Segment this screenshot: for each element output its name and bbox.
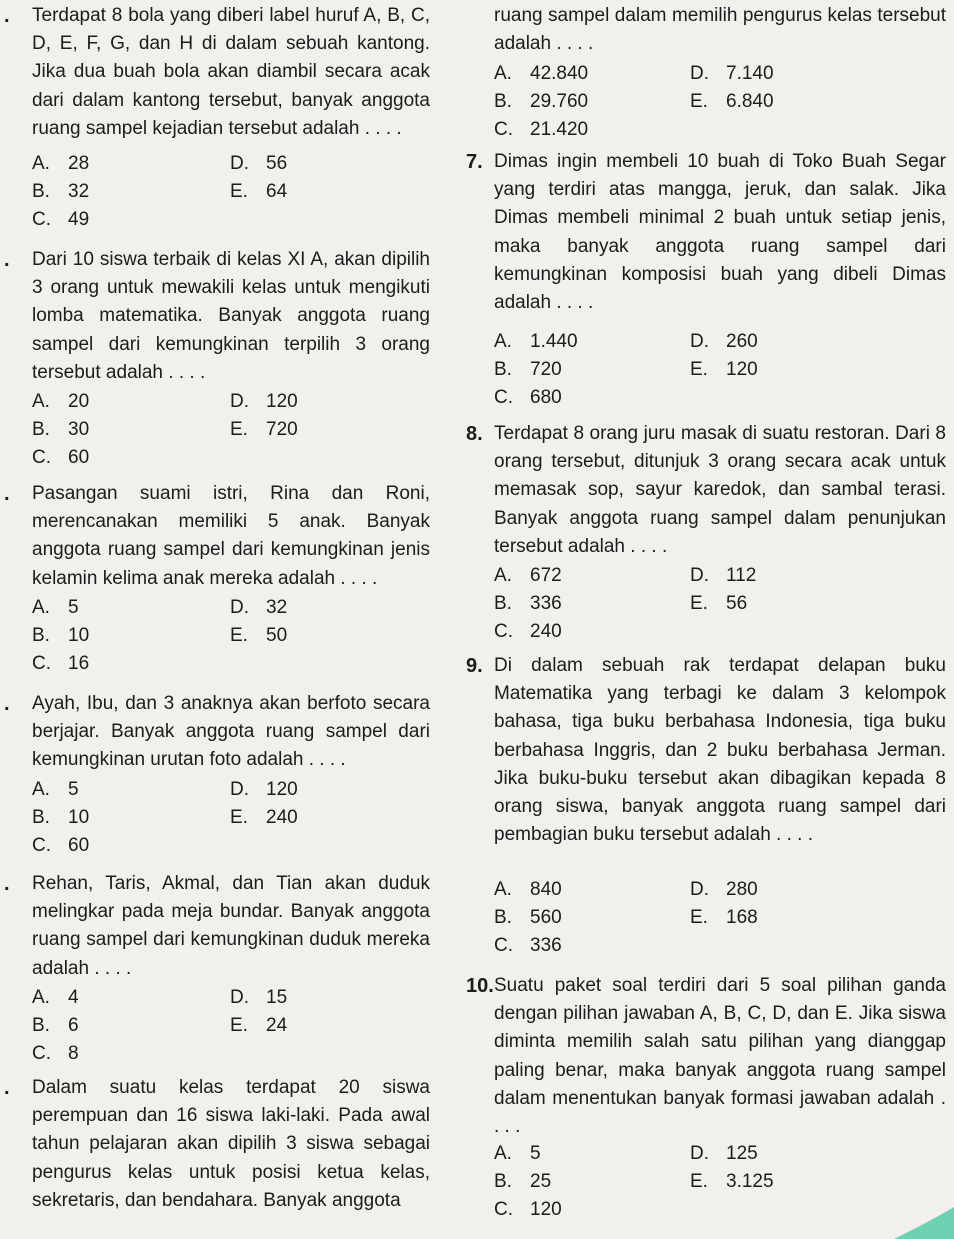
option-c: C. 240 [494, 621, 562, 642]
question-number: 10. [466, 975, 494, 997]
question-text: Suatu paket soal terdiri dari 5 soal pilihan ganda dengan pilihan jawaban A, B, C, D, dan E. Jika siswa diminta memilih salah satu pilihan yang dianggap paling benar, maka banyak anggota ruang sampel dalam menentukan banyak formasi jawaban adalah . . . . [494, 975, 946, 1138]
option-a: A. 5 [494, 1143, 541, 1164]
option-e: E. 120 [690, 359, 758, 380]
question-text: Ayah, Ibu, dan 3 anaknya akan berfoto secara berjajar. Banyak anggota ruang sampel dari kemungkinan urutan foto adalah . . . . [32, 693, 430, 771]
option-c: C. 680 [494, 387, 562, 408]
question-text: Terdapat 8 orang juru masak di suatu restoran. Dari 8 orang tersebut, ditunjuk 3 orang secara acak untuk memasak sop, sayur karedok, dan sambal terasi. Banyak anggota ruang sampel dalam penunjukan tersebut adalah . . . . [494, 423, 946, 557]
option-c: C. 21.420 [494, 119, 589, 140]
option-e: E. 6.840 [690, 91, 774, 112]
question-number: . [4, 693, 10, 715]
option-d: D. 260 [690, 331, 758, 352]
question-number: 7. [466, 151, 483, 173]
question-number: . [4, 249, 10, 271]
question-text: ruang sampel dalam memilih pengurus kelas tersebut adalah . . . . [494, 5, 946, 55]
option-e: E. 168 [690, 907, 758, 928]
option-b: B. 6 [32, 1015, 79, 1036]
question-text: Rehan, Taris, Akmal, dan Tian akan duduk melingkar pada meja bundar. Banyak anggota ruang sampel dari kemungkinan duduk mereka adalah . . . . [32, 873, 430, 979]
option-c: C. 16 [32, 653, 90, 674]
option-d: D. 56 [230, 153, 288, 174]
option-a: A. 28 [32, 153, 90, 174]
option-c: C. 336 [494, 935, 562, 956]
option-d: D. 15 [230, 987, 288, 1008]
question-number: 8. [466, 423, 483, 445]
question-text: Terdapat 8 bola yang diberi label huruf A, B, C, D, E, F, G, dan H di dalam sebuah kantong. Jika dua buah bola akan diambil secara acak dari dalam kantong tersebut, banyak anggota ruang sampel kejadian tersebut adalah . . . . [32, 5, 430, 139]
option-e: E. 3.125 [690, 1171, 774, 1192]
question-text: Dimas ingin membeli 10 buah di Toko Buah Segar yang terdiri atas mangga, jeruk, dan salak. Jika Dimas membeli minimal 2 buah untuk setiap jenis, maka banyak anggota ruang sampel dari kemungkinan komposisi buah yang dibeli Dimas adalah . . . . [494, 151, 946, 314]
question-text: Dalam suatu kelas terdapat 20 siswa perempuan dan 16 siswa laki-laki. Pada awal tahun pelajaran akan dipilih 3 siswa sebagai pengurus kelas untuk posisi ketua kelas, sekretaris, dan bendahara. Banyak anggota [32, 1077, 430, 1211]
question-number: 9. [466, 655, 483, 677]
option-b: B. 720 [494, 359, 562, 380]
option-a: A. 20 [32, 391, 90, 412]
option-c: C. 60 [32, 835, 90, 856]
option-e: E. 50 [230, 625, 288, 646]
option-e: E. 240 [230, 807, 298, 828]
option-b: B. 10 [32, 625, 90, 646]
option-e: E. 56 [690, 593, 748, 614]
question-text: Di dalam sebuah rak terdapat delapan buku Matematika yang terbagi ke dalam 3 kelompok bahasa, tiga buku berbahasa Indonesia, tiga buku berbahasa Inggris, dan 2 buku berbahasa Jerman. Jika buku-buku tersebut akan dibagikan kepada 8 orang siswa, banyak anggota ruang sampel dari pembagian buku tersebut adalah . . . . [494, 655, 946, 846]
option-d: D. 112 [690, 565, 757, 586]
option-c: C. 8 [32, 1043, 79, 1064]
option-b: B. 30 [32, 419, 90, 440]
option-b: B. 32 [32, 181, 90, 202]
question-number: . [4, 873, 10, 895]
option-a: A. 1.440 [494, 331, 578, 352]
option-a: A. 42.840 [494, 63, 589, 84]
question-text: Pasangan suami istri, Rina dan Roni, merencanakan memiliki 5 anak. Banyak anggota ruang sampel dari kemungkinan jenis kelamin kelima anak mereka adalah . . . . [32, 483, 430, 589]
option-a: A. 5 [32, 597, 79, 618]
option-d: D. 120 [230, 391, 298, 412]
option-d: D. 32 [230, 597, 288, 618]
question-number: . [4, 483, 10, 505]
option-a: A. 4 [32, 987, 79, 1008]
option-b: B. 336 [494, 593, 562, 614]
question-number: . [4, 1077, 10, 1099]
option-b: B. 25 [494, 1171, 552, 1192]
option-e: E. 720 [230, 419, 298, 440]
question-number: . [4, 5, 10, 27]
option-b: B. 560 [494, 907, 562, 928]
option-b: B. 10 [32, 807, 90, 828]
option-d: D. 7.140 [690, 63, 774, 84]
corner-decoration [894, 1199, 954, 1239]
option-c: C. 60 [32, 447, 90, 468]
option-a: A. 840 [494, 879, 562, 900]
option-d: D. 120 [230, 779, 298, 800]
option-e: E. 64 [230, 181, 288, 202]
option-d: D. 280 [690, 879, 758, 900]
option-c: C. 120 [494, 1199, 562, 1220]
question-text: Dari 10 siswa terbaik di kelas XI A, akan dipilih 3 orang untuk mewakili kelas untuk mengikuti lomba matematika. Banyak anggota ruang sampel dari kemungkinan terpilih 3 orang tersebut adalah . . . . [32, 249, 430, 383]
option-b: B. 29.760 [494, 91, 589, 112]
option-d: D. 125 [690, 1143, 758, 1164]
option-c: C. 49 [32, 209, 90, 230]
option-a: A. 672 [494, 565, 562, 586]
option-e: E. 24 [230, 1015, 288, 1036]
option-a: A. 5 [32, 779, 79, 800]
